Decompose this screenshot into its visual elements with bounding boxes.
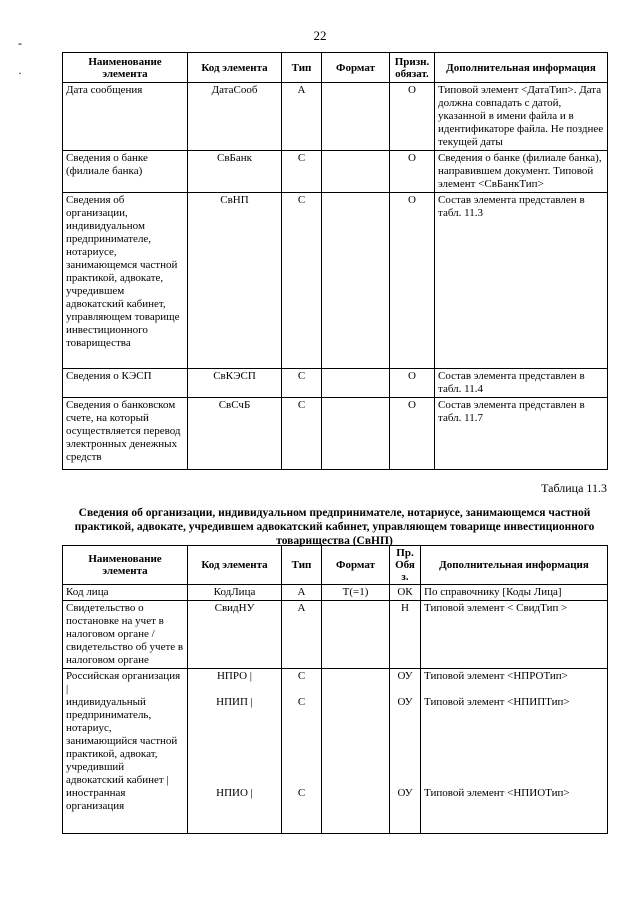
header-code: Код элемента [188,53,282,83]
cell-format: Т(=1) [322,585,390,601]
cell-type: А [282,83,322,151]
choice-type-1: С [297,670,306,682]
header-format: Формат [322,546,390,585]
choice-code-3: НПИО | [216,787,253,799]
table-elements-1 [62,52,608,470]
margin-mark: · [18,66,22,80]
page-number: 22 [313,28,327,43]
choice-type-3: С [297,787,306,799]
cell-required [390,669,421,834]
table-label: Таблица 11.3 [541,481,607,495]
choice-req-3: ОУ [397,787,413,799]
cell-required: Н [390,601,421,669]
choice-req-2: ОУ [397,696,413,708]
cell-type: С [282,193,322,369]
cell-info: Типовой элемент <ДатаТип>. Дата должна совпадать с датой, указанной в имени файла и в идентификаторе файла. Не позднее текущей даты [435,83,608,151]
cell-info: Сведения о банке (филиале банка), направившем документ. Типовой элемент <СвБанкТип> [435,151,608,193]
table-title: Сведения об организации, индивидуальном предпринимателе, нотариусе, занимающемся частной практикой, адвокате, учредившем адвокатский кабинет, управляющем товарище инвестиционного товарищества (СвНП) [74,507,595,547]
cell-name [63,669,188,834]
choice-name-2: индивидуальный предприниматель, нотариус, занимающийся частной практикой, адвокат, учредивший адвокатский кабинет | [66,696,178,786]
choice-code-1: НПРО | [216,670,253,682]
cell-type [282,669,322,834]
cell-info [421,669,608,834]
header-type: Тип [282,53,322,83]
cell-type: С [282,369,322,398]
header-name: Наименование элемента [63,53,188,83]
cell-code: КодЛица [188,585,282,601]
table-row [63,601,608,669]
cell-info: Состав элемента представлен в табл. 11.4 [435,369,608,398]
cell-required: О [390,151,435,193]
cell-type: А [282,601,322,669]
table-row [63,83,608,151]
choice-info-3: Типовой элемент <НПИОТип> [424,787,570,799]
cell-required: О [390,83,435,151]
cell-code [188,669,282,834]
header-info: Дополнительная информация [421,546,608,585]
table-elements-2 [62,545,608,834]
cell-format [322,369,390,398]
header-info: Дополнительная информация [435,53,608,83]
choice-code-2: НПИП | [216,696,253,708]
cell-format [322,193,390,369]
table-row [63,585,608,601]
table-row [63,369,608,398]
header-name: Наименование элемента [63,546,188,585]
header-type: Тип [282,546,322,585]
cell-format [322,83,390,151]
cell-info: Состав элемента представлен в табл. 11.3 [435,193,608,369]
cell-name: Сведения о банке (филиале банка) [63,151,188,193]
cell-required: ОК [390,585,421,601]
cell-code: СвНП [188,193,282,369]
choice-info-1: Типовой элемент <НПРОТип> [424,670,568,682]
cell-code: СвКЭСП [188,369,282,398]
cell-format [322,151,390,193]
cell-code: СвидНУ [188,601,282,669]
margin-mark: - [18,36,22,50]
cell-type: С [282,151,322,193]
table-row [63,151,608,193]
cell-info: По справочнику [Коды Лица] [421,585,608,601]
cell-info: Типовой элемент < СвидТип > [421,601,608,669]
cell-info: Состав элемента представлен в табл. 11.7 [435,398,608,470]
cell-required: О [390,193,435,369]
cell-format [322,601,390,669]
cell-code: ДатаСооб [188,83,282,151]
cell-name: Дата сообщения [63,83,188,151]
cell-type: С [282,398,322,470]
cell-name: Сведения об организации, индивидуальном предпринимателе, нотариусе, занимающемся частной практикой, адвокате, учредившем адвокатский кабинет, управляющем товарище инвестиционного товарищества [63,193,188,369]
cell-name: Сведения о КЭСП [63,369,188,398]
cell-name: Свидетельство о постановке на учет в налоговом органе / свидетельство об учете в налоговом органе [63,601,188,669]
header-format: Формат [322,53,390,83]
header-code: Код элемента [188,546,282,585]
cell-type: А [282,585,322,601]
cell-name: Сведения о банковском счете, на который осуществляется перевод электронных денежных средств [63,398,188,470]
cell-required: О [390,398,435,470]
choice-name-1: Российская организация | [66,670,181,695]
choice-req-1: ОУ [397,670,413,682]
choice-info-2: Типовой элемент <НПИПТип> [424,696,570,708]
cell-name: Код лица [63,585,188,601]
table-row [63,193,608,369]
cell-required: О [390,369,435,398]
cell-format [322,398,390,470]
header-required: Пр. Обяз. [390,546,421,585]
cell-code: СвСчБ [188,398,282,470]
table-row [63,669,608,834]
header-required: Призн. обязат. [390,53,435,83]
cell-format [322,669,390,834]
choice-name-3: иностранная организация [66,787,126,812]
choice-type-2: С [297,696,306,708]
cell-code: СвБанк [188,151,282,193]
table-row [63,398,608,470]
